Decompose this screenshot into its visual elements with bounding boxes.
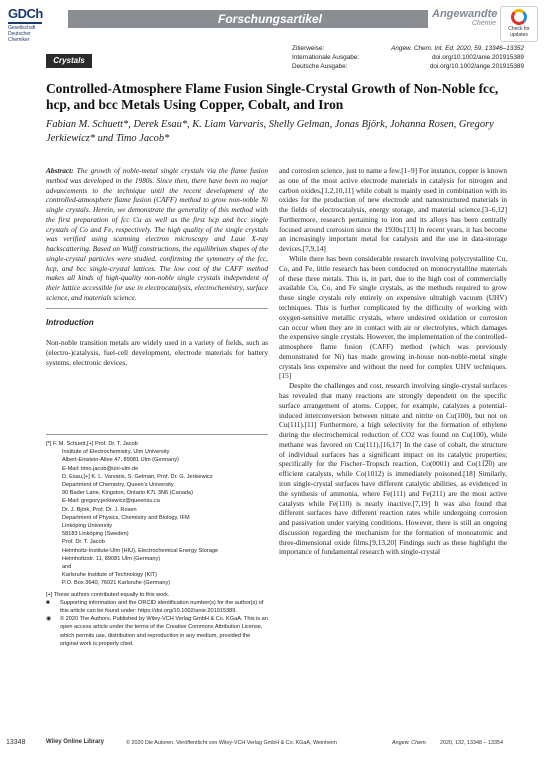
affiliation-line: 58183 Linköping (Sweden) [62,531,129,538]
license-text: © 2020 The Authors. Published by Wiley-VCH Verlag GmbH & Co. KGaA. This is an open access article under the terms of the Creative Commons Attribution License, which permits use, distribution and reproduction in any medium, provided the original work is properly cited. [60,616,268,647]
footer-volume: 2020, 132, 13348 – 13354 [440,740,503,746]
check-updates-label: Check for updates [508,26,530,38]
affiliations [46,440,268,648]
page-footer [0,738,544,752]
supporting-info-row [46,599,268,615]
body-paragraph: and corrosion science, just to name a few.[1–9] For instance, copper is known as one of the most active electrode materials in catalysis for nitrogen and carbon oxides,[1,2,10,11] while cobalt is mainly used in combination with its oxides for the production of new electrode and nanostructured materials in the fields of electrocatalysis, energy storage, and material science.[3–6,12] Furthermore, research pertaining to iron and its alloys has been centrally focused around corrosion since the 1930s.[13] In recent years, it has become an increasingly important metal for catalysis and the use in data-storage devices.[7,9,14] [279,166,507,254]
citation-row [292,44,524,53]
footer-copyright: © 2020 Die Autoren. Veröffentlicht von Wiley-VCH Verlag GmbH & Co. KGaA, Weinheim [126,740,337,746]
affiliation-line: [*] F. M. Schuett,[+] Prof. Dr. T. Jacob [46,441,138,447]
affiliation-line: Institute of Electrochemistry, Ulm University [62,449,170,456]
affiliation-line: Albert-Einstein-Allee 47, 89081 Ulm (Germany) [62,457,179,464]
journal-logo-subtext: Chemie [471,20,496,27]
citation-label: Zitierweise: [292,45,325,52]
citation-label: Deutsche Ausgabe: [292,63,348,70]
topic-tag: Crystals [46,54,92,68]
intro-paragraph: Non-noble transition metals are widely used in a variety of fields, such as (electro-)catalysis, fuel-cell development, electrode materials for battery systems, electronic devices, [46,338,268,367]
affiliation-line: 90 Bader Lane, Kingston, Ontario K7L 3N6 (Canada) [62,490,194,497]
doi-link[interactable]: doi.org/10.1002/ange.201915389 [429,63,524,70]
citation-label: Internationale Ausgabe: [292,54,360,61]
affiliation-line: P.O. Box 3640, 76021 Karlsruhe (Germany) [62,580,171,587]
abstract-label: Abstract: [46,166,74,175]
gdch-logo-subtext: Gesellschaft Deutscher Chemiker [8,25,36,43]
citation-row [292,53,524,62]
affiliation-line: Department of Physics, Chemistry and Biology, IFM [62,514,190,521]
supporting-info-icon: ■ [46,599,50,606]
page-number: 13348 [6,739,26,746]
gdch-logo-text: GDCh [8,6,43,21]
affiliation-divider [46,434,268,435]
email-link[interactable]: E-Mail: timo.jacob@uni-ulm.de [62,465,139,472]
gdch-logo-bar [8,22,42,24]
affiliation-line: Karlsruhe Institute of Technology (KIT) [62,572,158,579]
intro-heading: Introduction [46,318,94,327]
affiliation-line: Helmholtzstr. 11, 89081 Ulm (Germany) [62,555,161,562]
article-title: Controlled-Atmosphere Flame Fusion Single-Crystal Growth of Non-Noble fcc, hcp, and bcc Metals Using Copper, Cobalt, and Iron [46,81,499,112]
gdch-logo [8,6,44,43]
citation-block [292,44,524,71]
right-column [279,166,507,557]
body-paragraph: While there has been considerable research involving polycrystalline Cu, Co, and Fe, little research has been conducted on monocrystalline materials of these three metals. This is, in part, due to the high cost of commercially available Cu, Co, and Fe single crystals, as the methods required to grow these single crystals rely entirely on expensive ultrahigh vacuum (UHV) techniques. This is further complicated by the difficulty of working with oxygen-sensitive metallic crystals, where undesired oxidation or corrosion can occur when they are in contact with air or electrolytes, which damages the expensive single crystals. However, the implementation of the controlled-atmosphere flame fusion (CAFF) method (which was previously demonstrated for Ni) has made growing in-house non-noble-metal single crystals less expensive and without the need for complex UHV techniques.[15] [279,254,507,381]
citation-value: Angew. Chem. Int. Ed. 2020, 59, 13346–13352 [391,45,524,52]
journal-logo-text: Angewandte [432,8,498,20]
affiliation-line: Department of Chemistry, Queen's University [62,482,174,489]
journal-logo [432,8,502,36]
citation-row [292,62,524,71]
page-header [0,0,544,43]
wiley-online-library-link[interactable]: Wiley Online Library [46,739,104,745]
footer-journal: Angew. Chem. [392,740,428,746]
affiliation-line: and [62,564,72,571]
supporting-info-text[interactable]: Supporting information and the ORCID identification number(s) for the author(s) of this article can be found under: https://doi.org/10.1002/anie.201915389. [60,599,264,615]
affiliation-line: Prof. Dr. T. Jacob [62,539,105,546]
check-updates-icon [511,9,527,25]
check-for-updates-button[interactable] [500,6,538,42]
left-column [46,166,268,303]
open-access-icon: ◉ [46,616,52,623]
section-title: Forschungsartikel [217,12,323,26]
email-link[interactable]: E-Mail: gregory.jerkiewicz@queensu.ca [62,498,160,505]
doi-link[interactable]: doi.org/10.1002/anie.201915389 [431,54,524,61]
body-paragraph: Despite the challenges and cost, research involving single-crystal surfaces has revealed that many reactions are strongly dependent on the specific surface arrangement of atoms. Copper, for example, catalyzes a potential-induced interconversion between nitrate and nitrite on Cu(100), but not on Cu(111).[11] Furthermore, a high selectivity for the formation of ethylene during the electrochemical reduction of CO2 was found on Cu(100), while methane was favored on Cu(111).[16,17] In the case of cobalt, the structure of individual surfaces has a significant impact on its catalytic properties; specifically for the Fischer–Tropsch reaction, Co(0001) and Co(11̅2̅0) are efficient catalysts, while Co(1012) is immediately poisoned.[18] Similarly, iron single-crystal surfaces have different catalytic abilities, as evidenced in the synthesis of ammonia, where Fe(111) and Fe(211) are the most active catalysts while Fe(110) is nearly inactive.[7,19] It was also found that different surfaces have different reaction rates while undergoing corrosion and passivation under varying conditions. However, there is still an ongoing discussion regarding the mechanism for the formation of monoatomic and three-dimensional oxide films.[9,13,20] Findings such as these highlight the importance of fundamental research with single-crystal [279,381,507,557]
affiliation-line: Dr. J. Björk, Prof. Dr. J. Rosen [62,506,137,513]
license-row [46,615,268,648]
equal-contribution-note: [+] These authors contributed equally to this work. [46,591,170,598]
affiliation-line: Helmholtz-Institute-Ulm (HIU), Electrochemical Energy Storage [62,547,219,554]
abstract-divider [46,308,268,309]
affiliation-line: D. Esau,[+] K. L. Varvaris, S. Gelman, Prof. Dr. G. Jerkiewicz [62,473,213,480]
author-list: Fabian M. Schuett*, Derek Esau*, K. Liam Varvaris, Shelly Gelman, Jonas Björk, Johanna Rosen, Gregory Jerkiewicz* und Timo Jacob* [46,119,494,144]
affiliation-line: Linköping University [62,523,113,530]
abstract [46,166,268,303]
abstract-text: The growth of noble-metal single crystals via the flame fusion method was developed in the 1980s. Since then, there have been no major advancements to the technique until the recent development of the controlled-atmosphere flame fusion (CAFF) method to grow non-noble Ni single crystals. Herein, we demonstrate the generality of this method with the first preparation of fcc Cu as well as the first hcp and bcc single crystals of Co and Fe, respectively. The high quality of the single crystals was verified using scanning electron microscopy and Laue X-ray backscattering. Based on Wulff constructions, the equilibrium shapes of the single-crystal particles were studied, confirming the symmetry of the fcc, hcp, and bcc single-crystal lattices. The low cost of the CAFF method makes all kinds of high-quality non-noble single crystals independent of their lattice accessible for use in electrocatalysis, electrochemistry, surface science, and materials science. [46,166,269,302]
